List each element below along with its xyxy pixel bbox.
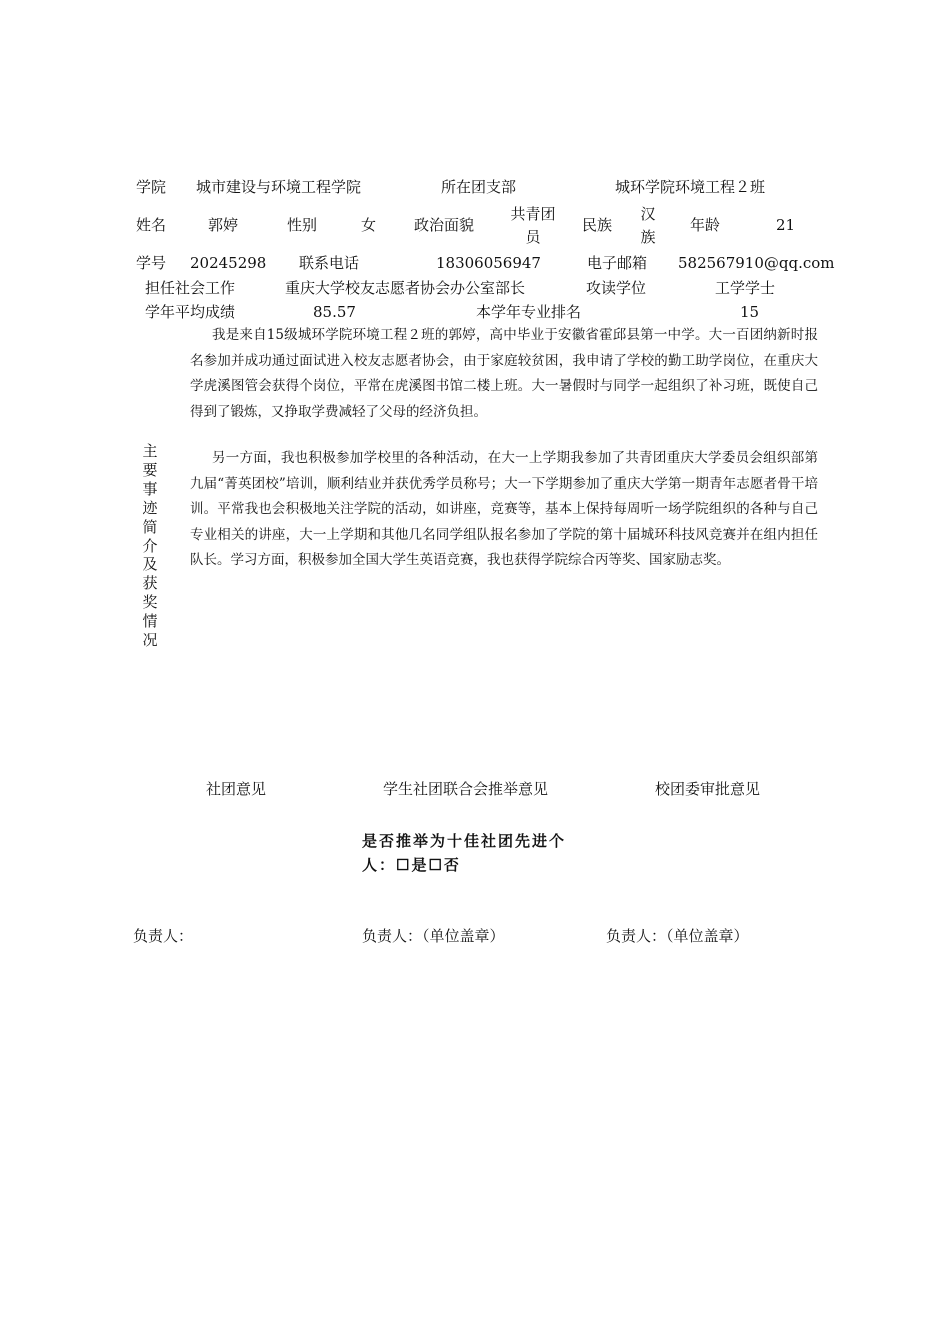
name-label: 姓名 [136, 216, 167, 234]
gender-label: 性别 [287, 216, 318, 234]
ethnic-label: 民族 [582, 216, 613, 234]
college-label: 学院 [136, 178, 167, 196]
age-value: 21 [776, 216, 796, 234]
rank-label: 本学年专业排名 [476, 303, 582, 321]
political-value-line2: 员 [525, 228, 541, 246]
ethnic-value-line1: 汉 [640, 205, 656, 223]
recommend-question-line2: 人：☐是☐否 [362, 856, 461, 874]
recommend-question-line1: 是否推举为十佳社团先进个 [362, 832, 567, 850]
political-label: 政治面貌 [414, 216, 475, 234]
gpa-value: 85.57 [313, 303, 356, 321]
degree-label: 攻读学位 [586, 279, 647, 297]
email-label: 电子邮箱 [587, 254, 648, 272]
id-label: 学号 [136, 254, 167, 272]
committee-signature: 负责人：（单位盖章） [606, 927, 749, 945]
name-value: 郭婷 [208, 216, 239, 234]
age-label: 年龄 [690, 216, 721, 234]
branch-label: 所在团支部 [441, 178, 517, 196]
section-title-text: 主 要 事 迹 简 介 及 获 奖 情 况 [142, 442, 158, 650]
section-title [140, 442, 160, 650]
gpa-label: 学年平均成绩 [145, 303, 236, 321]
branch-value: 城环学院环境工程２班 [615, 178, 766, 196]
email-value: 582567910@qq.com [678, 254, 835, 272]
political-value-line1: 共青团 [510, 205, 556, 223]
club-signature: 负责人： [133, 927, 194, 945]
gender-value: 女 [361, 216, 377, 234]
paragraph-1: 我是来自15级城环学院环境工程２班的郭婷，高中毕业于安徽省霍邱县第一中学。大一百团纳新时报名参加并成功通过面试进入校友志愿者协会，由于家庭较贫困，我申请了学校的勤工助学岗位，在重庆大学虎溪图管会获得个岗位，平常在虎溪图书馆二楼上班。大一暑假时与同学一起组织了补习班，既使自己得到了锻炼，又挣取学费减轻了父母的经济负担。 [190, 327, 818, 420]
degree-value: 工学学士 [715, 279, 776, 297]
union-signature: 负责人：（单位盖章） [362, 927, 505, 945]
ethnic-value-line2: 族 [640, 228, 656, 246]
club-opinion-label: 社团意见 [206, 780, 267, 798]
rank-value: 15 [740, 303, 760, 321]
phone-label: 联系电话 [299, 254, 360, 272]
union-opinion-label: 学生社团联合会推举意见 [383, 780, 549, 798]
paragraph-2: 另一方面，我也积极参加学校里的各种活动，在大一上学期我参加了共青团重庆大学委员会组织部第九届“菁英团校”培训，顺利结业并获优秀学员称号；大一下学期参加了重庆大学第一期青年志愿者骨干培训。平常我也会积极地关注学院的活动，如讲座，竞赛等，基本上保持每周听一场学院组织的各种与自己专业相关的讲座，大一上学期和其他几名同学组队报名参加了学院的第十届城环科技风竞赛并在组内担任队长。学习方面，积极参加全国大学生英语竞赛，我也获得学院综合丙等奖、国家励志奖。 [190, 450, 818, 568]
id-value: 20245298 [190, 254, 267, 272]
committee-opinion-label: 校团委审批意见 [655, 780, 761, 798]
job-value: 重庆大学校友志愿者协会办公室部长 [285, 279, 526, 297]
job-label: 担任社会工作 [145, 279, 236, 297]
phone-value: 18306056947 [436, 254, 541, 272]
college-value: 城市建设与环境工程学院 [196, 178, 362, 196]
